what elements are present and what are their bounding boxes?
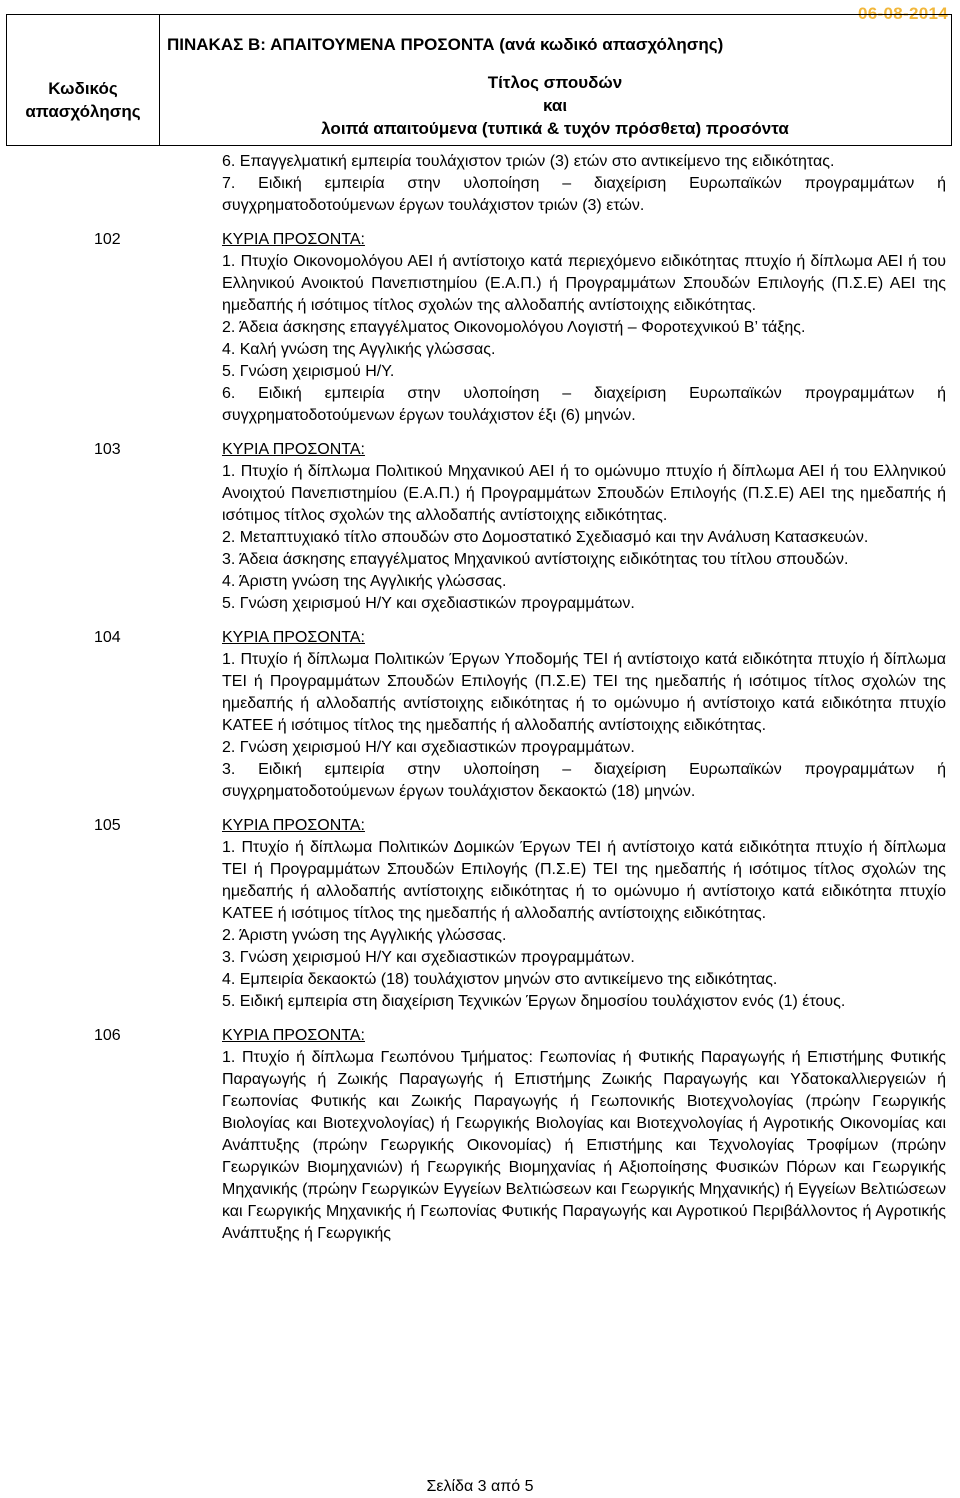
list-item: 2. Άριστη γνώση της Αγγλικής γλώσσας. <box>222 927 507 944</box>
list-item: 3. Γνώση χειρισμού Η/Υ και σχεδιαστικών προγραμμάτων. <box>222 949 635 966</box>
section-heading: ΚΥΡΙΑ ΠΡΟΣΟΝΤΑ: <box>222 441 365 458</box>
table-title: ΠΙΝΑΚΑΣ Β: ΑΠΑΙΤΟΥΜΕΝΑ ΠΡΟΣΟΝΤΑ (ανά κωδικό απασχόλησης) <box>167 35 724 54</box>
section-103 <box>6 439 952 615</box>
code-header-line2: απασχόλησης <box>25 102 141 121</box>
section-104 <box>6 627 952 803</box>
qualifications-list <box>6 146 952 1257</box>
date-stamp: 06-08-2014 <box>852 0 954 26</box>
list-item: 5. Γνώση χειρισμού Η/Υ. <box>222 363 395 380</box>
list-item: 3. Άδεια άσκησης επαγγέλματος Μηχανικού αντίστοιχης ειδικότητας του τίτλου σπουδών. <box>222 551 849 568</box>
qualifications-column-header <box>159 71 951 140</box>
page-number: Σελίδα 3 από 5 <box>426 1478 534 1495</box>
section-heading: ΚΥΡΙΑ ΠΡΟΣΟΝΤΑ: <box>222 231 365 248</box>
section-code: 103 <box>94 441 121 458</box>
list-item: 4. Άριστη γνώση της Αγγλικής γλώσσας. <box>222 573 507 590</box>
list-item: 6. Ειδική εμπειρία στην υλοποίηση – διαχείριση Ευρωπαϊκών προγραμμάτων ή συγχρηματοδοτούμενων έργων τουλάχιστον έξι (6) μηνών. <box>222 385 946 424</box>
list-item: 1. Πτυχίο Οικονομολόγου ΑΕΙ ή αντίστοιχο κατά περιεχόμενο ειδικότητας πτυχίο ή δίπλωμα ΑΕΙ ή του Ελληνικού Ανοικτού Πανεπιστημίου (Ε.Α.Π.) ή Προγραμμάτων Σπουδών Επιλογής (Π.Σ.Ε) ΑΕΙ της ημεδαπής ή ισότιμος τίτλος σχολών της αλλοδαπής αντίστοιχης ειδικότητας. <box>222 253 946 314</box>
list-item: 2. Γνώση χειρισμού Η/Υ και σχεδιαστικών προγραμμάτων. <box>222 739 635 756</box>
col-header-line3: λοιπά απαιτούμενα (τυπικά & τυχόν πρόσθετα) προσόντα <box>321 119 789 138</box>
list-item: 1. Πτυχίο ή δίπλωμα Πολιτικών Δομικών Έργων ΤΕΙ ή αντίστοιχο κατά ειδικότητα πτυχίο ή δίπλωμα ΤΕΙ ή Προγραμμάτων Σπουδών Επιλογής (Π.Σ.Ε) ΤΕΙ της ημεδαπής ή ισότιμος τίτλος σχολών της ημεδαπής ή αλλοδαπής αντίστοιχης ειδικότητας ή το ομώνυμο ή αντίστοιχο κατά ειδικότητα πτυχίο ΚΑΤΕΕ ή ισότιμος τίτλος της ημεδαπής ή αλλοδαπής αντίστοιχης ειδικότητας. <box>222 839 946 922</box>
section-heading: ΚΥΡΙΑ ΠΡΟΣΟΝΤΑ: <box>222 1027 365 1044</box>
list-item: 1. Πτυχίο ή δίπλωμα Πολιτικών Έργων Υποδομής ΤΕΙ ή αντίστοιχο κατά ειδικότητα πτυχίο ή δίπλωμα ΤΕΙ ή Προγραμμάτων Σπουδών Επιλογής (Π.Σ.Ε) ΤΕΙ της ημεδαπής ή ισότιμος τίτλος σχολών της ημεδαπής ή αλλοδαπής αντίστοιχης ειδικότητας ή το ομώνυμο ή αντίστοιχο κατά ειδικότητα πτυχίο ΚΑΤΕΕ ή ισότιμος τίτλος της ημεδαπής ή αλλοδαπής αντίστοιχης ειδικότητας. <box>222 651 946 734</box>
section-code: 104 <box>94 629 121 646</box>
list-item: 3. Ειδική εμπειρία στην υλοποίηση – διαχείριση Ευρωπαϊκών προγραμμάτων ή συγχρηματοδοτούμενων έργων τουλάχιστον δεκαοκτώ (18) μηνών. <box>222 761 946 800</box>
list-item: 1. Πτυχίο ή δίπλωμα Γεωπόνου Τμήματος: Γεωπονίας ή Φυτικής Παραγωγής ή Επιστήμης Φυτικής Παραγωγής ή Ζωικής Παραγωγής ή Επιστήμης Ζωικής Παραγωγής και Υδατοκαλλιεργειών ή Γεωπονίας Φυτικής και Ζωικής Παραγωγής ή Γεωπονικής Βιοτεχνολογίας (πρώην Γεωργικής Βιολογίας και Βιοτεχνολογίας) ή Γεωργικής Βιολογίας και Βιοτεχνολογίας ή Αγροτικής Οικονομίας και Ανάπτυξης (πρώην Γεωργικής Οικονομίας) ή Επιστήμης και Τεχνολογίας Τροφίμων (πρώην Γεωργικών Βιομηχανιών) ή Γεωργικής Βιομηχανίας ή Αξιοποίησης Φυσικών Πόρων και Γεωργικής Μηχανικής (πρώην Γεωργικών Εγγείων Βελτιώσεων και Γεωργικής Μηχανικής) ή Εγγείων Βελτιώσεων και Γεωργικής Μηχανικής ή Γεωπονίας Φυτικής Παραγωγής και Αγροτικού Περιβάλλοντος ή Αγροτικής Ανάπτυξης ή Γεωργικής <box>222 1049 946 1242</box>
list-item: 2. Άδεια άσκησης επαγγέλματος Οικονομολόγου Λογιστή – Φοροτεχνικού Β’ τάξης. <box>222 319 806 336</box>
list-item: 5. Γνώση χειρισμού Η/Υ και σχεδιαστικών προγραμμάτων. <box>222 595 635 612</box>
table-header <box>6 14 952 146</box>
list-item: 1. Πτυχίο ή δίπλωμα Πολιτικού Μηχανικού ΑΕΙ ή το ομώνυμο πτυχίο ή δίπλωμα ΑΕΙ ή του Ελληνικού Ανοιχτού Πανεπιστημίου (Ε.Α.Π.) ή Προγραμμάτων Σπουδών Επιλογής (Π.Σ.Ε) ΑΕΙ της ημεδαπής ή ισότιμος τίτλος σχολών της αλλοδαπής αντίστοιχης ειδικότητας. <box>222 463 946 524</box>
list-item: 5. Ειδική εμπειρία στη διαχείριση Τεχνικών Έργων δημοσίου τουλάχιστον ενός (1) έτους. <box>222 993 846 1010</box>
section-code: 105 <box>94 817 121 834</box>
section-106 <box>6 1025 952 1245</box>
section-heading: ΚΥΡΙΑ ΠΡΟΣΟΝΤΑ: <box>222 629 365 646</box>
list-item: 4. Εμπειρία δεκαοκτώ (18) τουλάχιστον μηνών στο αντικείμενο της ειδικότητας. <box>222 971 778 988</box>
list-item: 4. Καλή γνώση της Αγγλικής γλώσσας. <box>222 341 496 358</box>
list-item: 6. Επαγγελματική εμπειρία τουλάχιστον τριών (3) ετών στο αντικείμενο της ειδικότητας. <box>222 153 835 170</box>
section-code: 102 <box>94 231 121 248</box>
list-item: 2. Μεταπτυχιακό τίτλο σπουδών στο Δομοστατικό Σχεδιασμό και την Ανάλυση Κατασκευών. <box>222 529 869 546</box>
section-code: 106 <box>94 1027 121 1044</box>
list-item: 7. Ειδική εμπειρία στην υλοποίηση – διαχείριση Ευρωπαϊκών προγραμμάτων ή συγχρηματοδοτούμενων έργων τουλάχιστον τριών (3) ετών. <box>222 175 946 214</box>
continued-section <box>6 151 952 217</box>
col-header-line2: και <box>542 96 568 115</box>
code-header-line1: Κωδικός <box>48 79 118 98</box>
col-header-line1: Τίτλος σπουδών <box>487 73 623 92</box>
section-105 <box>6 815 952 1013</box>
code-column-header <box>7 77 159 123</box>
section-heading: ΚΥΡΙΑ ΠΡΟΣΟΝΤΑ: <box>222 817 365 834</box>
section-102 <box>6 229 952 427</box>
